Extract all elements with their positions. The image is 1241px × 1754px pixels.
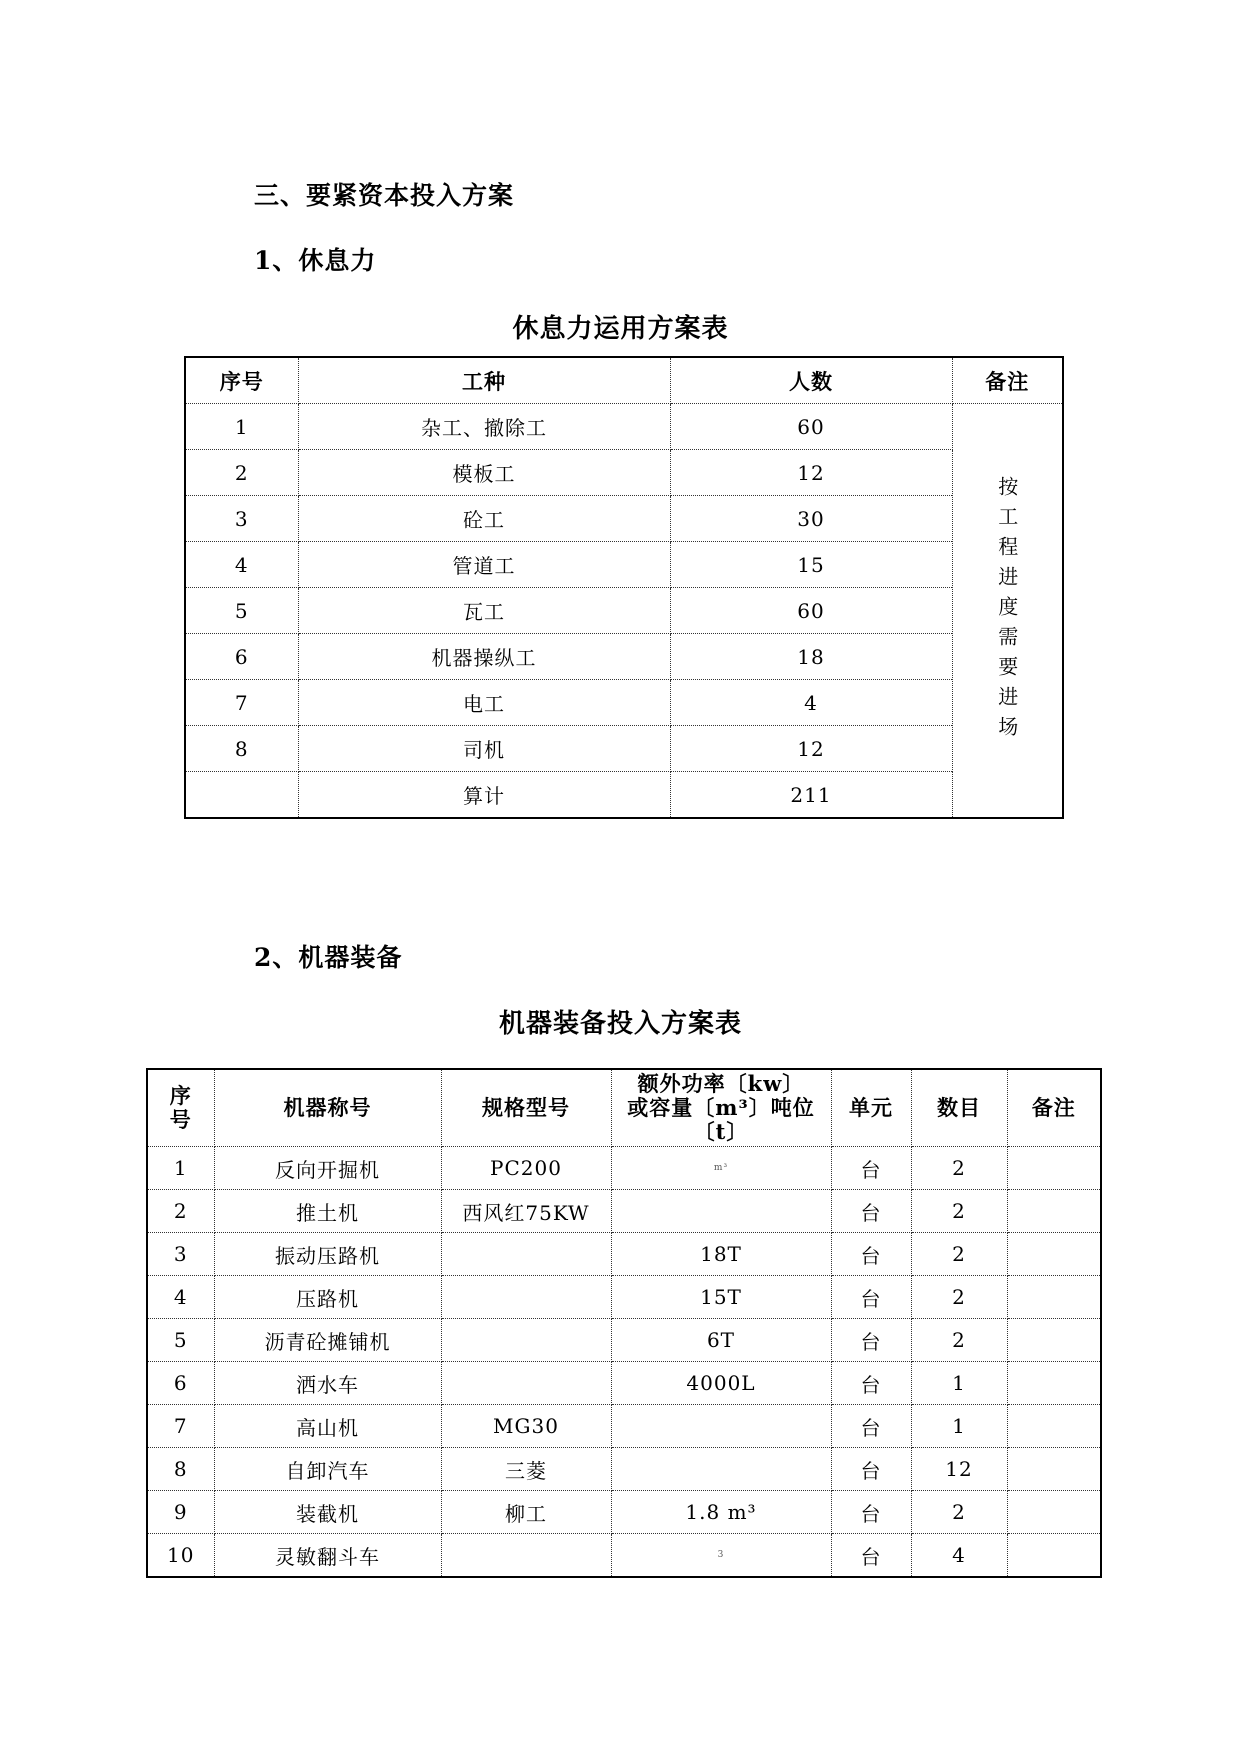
cell-spec: 三菱 [441, 1448, 611, 1491]
cell-power [611, 1448, 831, 1491]
cell-trade: 模板工 [298, 450, 670, 496]
cell-no: 10 [147, 1534, 214, 1578]
cell-unit: 台 [831, 1362, 911, 1405]
header-power-line1: 额外功率〔kw〕 [637, 1071, 805, 1096]
cell-count: 60 [670, 404, 952, 450]
table-row [147, 1534, 1101, 1578]
cell-no: 9 [147, 1491, 214, 1534]
cell-no: 5 [185, 588, 298, 634]
labor-table [184, 356, 1064, 819]
cell-unit: 台 [831, 1276, 911, 1319]
cell-name: 压路机 [214, 1276, 441, 1319]
cell-trade: 杂工、撤除工 [298, 404, 670, 450]
cell-qty: 2 [911, 1491, 1007, 1534]
cell-count: 60 [670, 588, 952, 634]
header-power-line3: 〔t〕 [693, 1119, 749, 1144]
cell-no: 1 [147, 1147, 214, 1190]
table-row [147, 1233, 1101, 1276]
cell-power: 18T [611, 1233, 831, 1276]
cell-power: 6T [611, 1319, 831, 1362]
cell-unit: 台 [831, 1534, 911, 1578]
cell-no: 3 [147, 1233, 214, 1276]
cell-count: 12 [670, 726, 952, 772]
cell-spec [441, 1276, 611, 1319]
cell-no: 1 [185, 404, 298, 450]
cell-remark [1007, 1362, 1101, 1405]
cell-name: 自卸汽车 [214, 1448, 441, 1491]
cell-name: 高山机 [214, 1405, 441, 1448]
table-row [185, 634, 1063, 680]
labor-header-row [185, 357, 1063, 404]
cell-trade: 砼工 [298, 496, 670, 542]
cell-unit: 台 [831, 1448, 911, 1491]
cell-remark [1007, 1276, 1101, 1319]
cell-unit: 台 [831, 1405, 911, 1448]
table-row [147, 1405, 1101, 1448]
cell-power: 3 [611, 1534, 831, 1578]
header-spec: 规格型号 [441, 1069, 611, 1147]
cell-remark [1007, 1319, 1101, 1362]
cell-remark [1007, 1405, 1101, 1448]
table-row [147, 1147, 1101, 1190]
section-heading: 三、要紧资本投入方案 [254, 181, 515, 210]
cell-name: 反向开掘机 [214, 1147, 441, 1190]
cell-qty: 1 [911, 1362, 1007, 1405]
cell-no [185, 772, 298, 819]
cell-no: 7 [185, 680, 298, 726]
cell-no: 8 [185, 726, 298, 772]
header-no [147, 1069, 214, 1147]
cell-spec [441, 1362, 611, 1405]
table-row [185, 588, 1063, 634]
cell-name: 沥青砼摊铺机 [214, 1319, 441, 1362]
cell-no: 3 [185, 496, 298, 542]
cell-qty: 1 [911, 1405, 1007, 1448]
cell-remark [1007, 1448, 1101, 1491]
cell-unit: 台 [831, 1491, 911, 1534]
cell-no: 7 [147, 1405, 214, 1448]
cell-name: 洒水车 [214, 1362, 441, 1405]
cell-no: 6 [185, 634, 298, 680]
cell-no: 2 [185, 450, 298, 496]
header-name: 机器称号 [214, 1069, 441, 1147]
cell-remark [1007, 1491, 1101, 1534]
cell-power [611, 1405, 831, 1448]
cell-power: 15T [611, 1276, 831, 1319]
cell-no: 8 [147, 1448, 214, 1491]
cell-unit: 台 [831, 1233, 911, 1276]
cell-remark [1007, 1233, 1101, 1276]
table-row [185, 450, 1063, 496]
cell-qty: 2 [911, 1190, 1007, 1233]
table-row [147, 1448, 1101, 1491]
cell-no: 4 [147, 1276, 214, 1319]
cell-no: 4 [185, 542, 298, 588]
header-power-line2: 或容量〔m³〕吨位 [627, 1095, 815, 1120]
header-no-label: 序号 [169, 1083, 192, 1132]
cell-qty: 2 [911, 1319, 1007, 1362]
cell-spec: 柳工 [441, 1491, 611, 1534]
table-row [147, 1362, 1101, 1405]
equipment-header-row [147, 1069, 1101, 1147]
cell-no: 6 [147, 1362, 214, 1405]
table-row [185, 542, 1063, 588]
cell-spec [441, 1534, 611, 1578]
cell-count: 30 [670, 496, 952, 542]
header-remark: 备注 [952, 357, 1063, 404]
cell-unit: 台 [831, 1147, 911, 1190]
cell-no: 2 [147, 1190, 214, 1233]
header-power [611, 1069, 831, 1147]
cell-trade: 电工 [298, 680, 670, 726]
header-qty: 数目 [911, 1069, 1007, 1147]
cell-power: 4000L [611, 1362, 831, 1405]
cell-name: 装截机 [214, 1491, 441, 1534]
cell-spec: 西风红75KW [441, 1190, 611, 1233]
cell-power: 1.8 m³ [611, 1491, 831, 1534]
cell-unit: 台 [831, 1319, 911, 1362]
table-row [185, 726, 1063, 772]
cell-name: 推土机 [214, 1190, 441, 1233]
labor-subheading: 1、休息力 [254, 246, 377, 275]
cell-spec: MG30 [441, 1405, 611, 1448]
cell-trade: 机器操纵工 [298, 634, 670, 680]
table-row [185, 404, 1063, 450]
cell-trade: 瓦工 [298, 588, 670, 634]
table-row [147, 1491, 1101, 1534]
header-trade: 工种 [298, 357, 670, 404]
equipment-table [146, 1068, 1102, 1578]
cell-spec: PC200 [441, 1147, 611, 1190]
equipment-table-title: 机器装备投入方案表 [498, 1009, 742, 1039]
equipment-subheading: 2、机器装备 [254, 943, 403, 972]
table-row [147, 1190, 1101, 1233]
table-row [185, 772, 1063, 819]
cell-spec [441, 1233, 611, 1276]
cell-count: 18 [670, 634, 952, 680]
header-unit: 单元 [831, 1069, 911, 1147]
labor-table-title: 休息力运用方案表 [512, 314, 729, 344]
cell-spec [441, 1319, 611, 1362]
cell-count: 211 [670, 772, 952, 819]
table-row [147, 1276, 1101, 1319]
cell-count: 15 [670, 542, 952, 588]
cell-power [611, 1190, 831, 1233]
cell-qty: 4 [911, 1534, 1007, 1578]
cell-remark [1007, 1190, 1101, 1233]
cell-trade: 司机 [298, 726, 670, 772]
cell-qty: 2 [911, 1276, 1007, 1319]
cell-trade: 算计 [298, 772, 670, 819]
cell-remark: 按工程进度需要进场 [952, 404, 1063, 819]
table-row [185, 496, 1063, 542]
cell-power: m³ [611, 1147, 831, 1190]
cell-unit: 台 [831, 1190, 911, 1233]
table-row [185, 680, 1063, 726]
cell-name: 灵敏翻斗车 [214, 1534, 441, 1578]
cell-name: 振动压路机 [214, 1233, 441, 1276]
cell-remark [1007, 1534, 1101, 1578]
cell-qty: 2 [911, 1233, 1007, 1276]
cell-remark [1007, 1147, 1101, 1190]
header-remark: 备注 [1007, 1069, 1101, 1147]
cell-count: 12 [670, 450, 952, 496]
cell-qty: 2 [911, 1147, 1007, 1190]
cell-qty: 12 [911, 1448, 1007, 1491]
cell-no: 5 [147, 1319, 214, 1362]
table-row [147, 1319, 1101, 1362]
cell-trade: 管道工 [298, 542, 670, 588]
cell-count: 4 [670, 680, 952, 726]
header-no: 序号 [185, 357, 298, 404]
header-count: 人数 [670, 357, 952, 404]
